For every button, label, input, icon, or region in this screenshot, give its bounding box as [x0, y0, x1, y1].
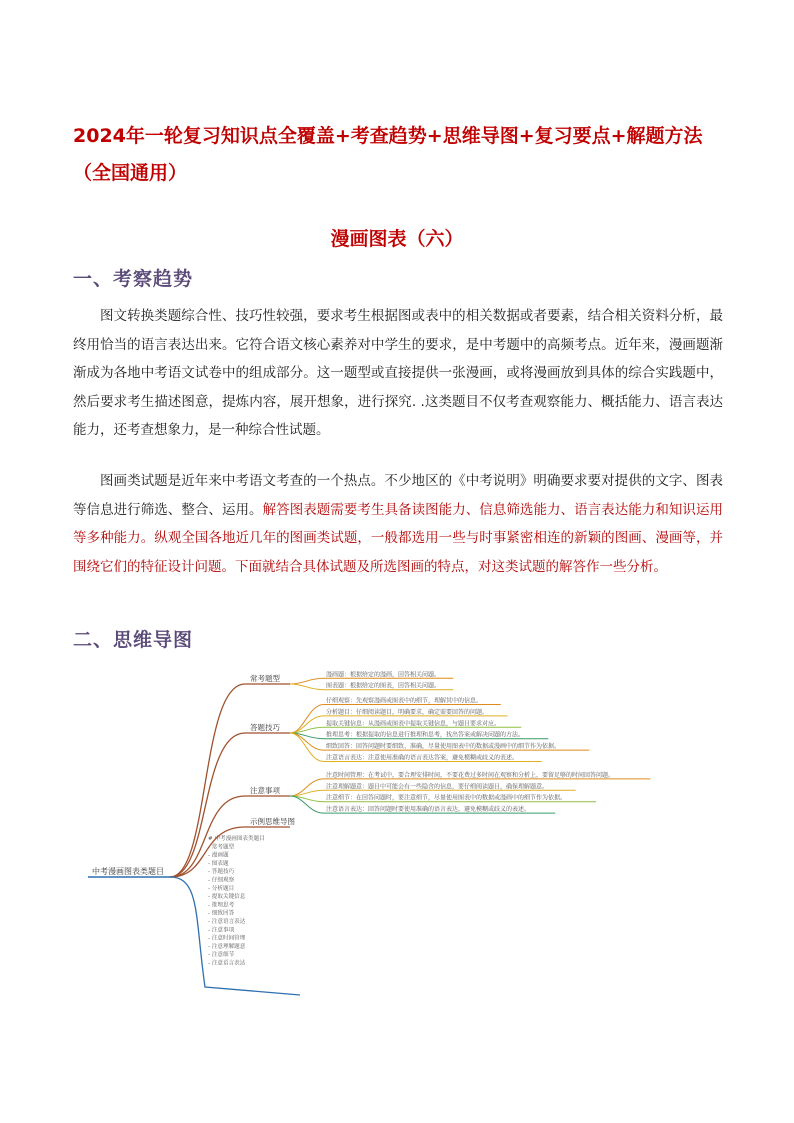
mindmap-outline-item: - 细致回答	[208, 910, 235, 917]
mindmap-outline-item: - 常考题型	[208, 844, 235, 851]
section-heading-trend: 一、考察趋势	[73, 268, 194, 290]
mindmap-leaf-label: 分析题目：仔细阅读题目，明确要求，确定需要回答的问题。	[326, 708, 489, 716]
mindmap-branch-label: 示例思维导图	[250, 817, 295, 826]
mindmap-outline-item: # 中考漫画图表类题目	[208, 836, 265, 842]
document-title: 2024年一轮复习知识点全覆盖+考查趋势+思维导图+复习要点+解题方法（全国通用）	[73, 125, 703, 184]
mindmap-outline-item: - 答题技巧	[208, 869, 235, 876]
mindmap-outline-item: - 注意语言表达	[208, 960, 246, 967]
mindmap-leaf-label: 注意语言表达：注意使用准确的语言表达答案，避免模糊或歧义的表述。	[326, 754, 519, 762]
mindmap-leaf-label: 推理思考：根据提取的信息进行推理和思考，找出答案或解决问题的方法。	[326, 731, 525, 739]
mindmap-outline-item: - 提取关键信息	[208, 894, 246, 901]
mindmap-branch-label: 答题技巧	[250, 723, 280, 732]
mindmap-leaf-label: 仔细观察：先观察漫画或图表中的细节，理解其中的信息。	[326, 697, 483, 705]
paragraph-trend-1: 图文转换类题综合性、技巧性较强，要求考生根据图或表中的相关数据或者要素，结合相关资料分析，最终用恰当的语言表达出来。它符合语文核心素养对中学生的要求，是中考题中的高频考点。近年来，漫画题渐渐成为各地中考语文试卷中的组成部分。这一题型或直接提供一张漫画，或将漫画放到具体的综合实践题中，然后要求考生描述图意，提炼内容，展开想象，进行探究. .这类题目不仅考查观察能力、概括能力、语言表达能力，还考查想象力，是一种综合性试题。	[73, 308, 723, 439]
mindmap-outline-item: - 分析题目	[208, 885, 235, 892]
mindmap-leaf-label: 注意理解题意：题目中可能会有一些隐含的信息，要仔细阅读题目，确保理解题意。	[326, 783, 549, 791]
mindmap-branch-label: 常考题型	[250, 674, 280, 683]
mindmap-leaf-label: 图表题：根据给定的图表，回答相关问题。	[326, 682, 441, 690]
mindmap-leaf-label: 细致回答：回答问题时要细致、准确，尽量使用图表中的数据或漫画中的细节作为依据。	[326, 743, 561, 751]
mindmap-root-label: 中考漫画图表类题目	[92, 867, 164, 876]
mindmap-outline-item: - 推理思考	[208, 902, 235, 909]
mindmap-outline-item: - 仔细观察	[208, 877, 235, 884]
mindmap-diagram	[80, 660, 720, 1005]
mindmap-leaf-label: 注意时间管理：在考试中，要合理安排时间，不要花费过多时间在观察和分析上，要留足够的时间回答问题。	[326, 771, 615, 779]
section-heading-mindmap: 二、思维导图	[73, 629, 194, 651]
mindmap-outline-item: - 图表题	[208, 860, 229, 867]
paragraph-trend-2	[73, 467, 723, 581]
mindmap-outline-item: - 注意时间管理	[208, 935, 246, 942]
mindmap-outline-item: - 漫画题	[208, 852, 229, 859]
mindmap-outline-item: - 注意语言表达	[208, 919, 246, 925]
mindmap-outline-item: - 注意理解题意	[208, 943, 246, 950]
paragraph-trend-2-text: 图画类试题是近年来中考语文考查的一个热点。不少地区的《中考说明》明确要求要对提供的文字、图表等信息进行筛选、整合、运用。	[73, 473, 723, 518]
document-subtitle: 漫画图表（六）	[330, 228, 464, 250]
mindmap-outline-item: - 注意事项	[208, 927, 235, 934]
mindmap-leaf-label: 漫画题：根据给定的漫画，回答相关问题。	[326, 671, 441, 679]
mindmap-leaf-label: 注意语言表达：回答问题时要使用准确的语言表达，避免模糊或歧义的表述。	[326, 806, 531, 814]
mindmap-leaf-label: 注意细节：在回答问题时，要注意细节，尽量使用图表中的数据或漫画中的细节作为依据。	[326, 794, 567, 802]
paragraph-trend-2-highlight: 解答图表题需要考生具备读图能力、信息筛选能力、语言表达能力和知识运用等多种能力。纵观全国各地近几年的图画类试题，一般都选用一些与时事紧密相连的新颖的图画、漫画等，并围绕它们的特征设计问题。下面就结合具体试题及所选图画的特点，对这类试题的解答作一些分析。	[73, 501, 724, 575]
mindmap-branch-line	[170, 733, 290, 877]
mindmap-branch-label: 注意事项	[250, 786, 280, 795]
mindmap-leaf-label: 提取关键信息：从漫画或图表中提取关键信息，与题目要求对应。	[326, 720, 501, 728]
mindmap-outline-item: - 注意细节	[208, 952, 235, 959]
